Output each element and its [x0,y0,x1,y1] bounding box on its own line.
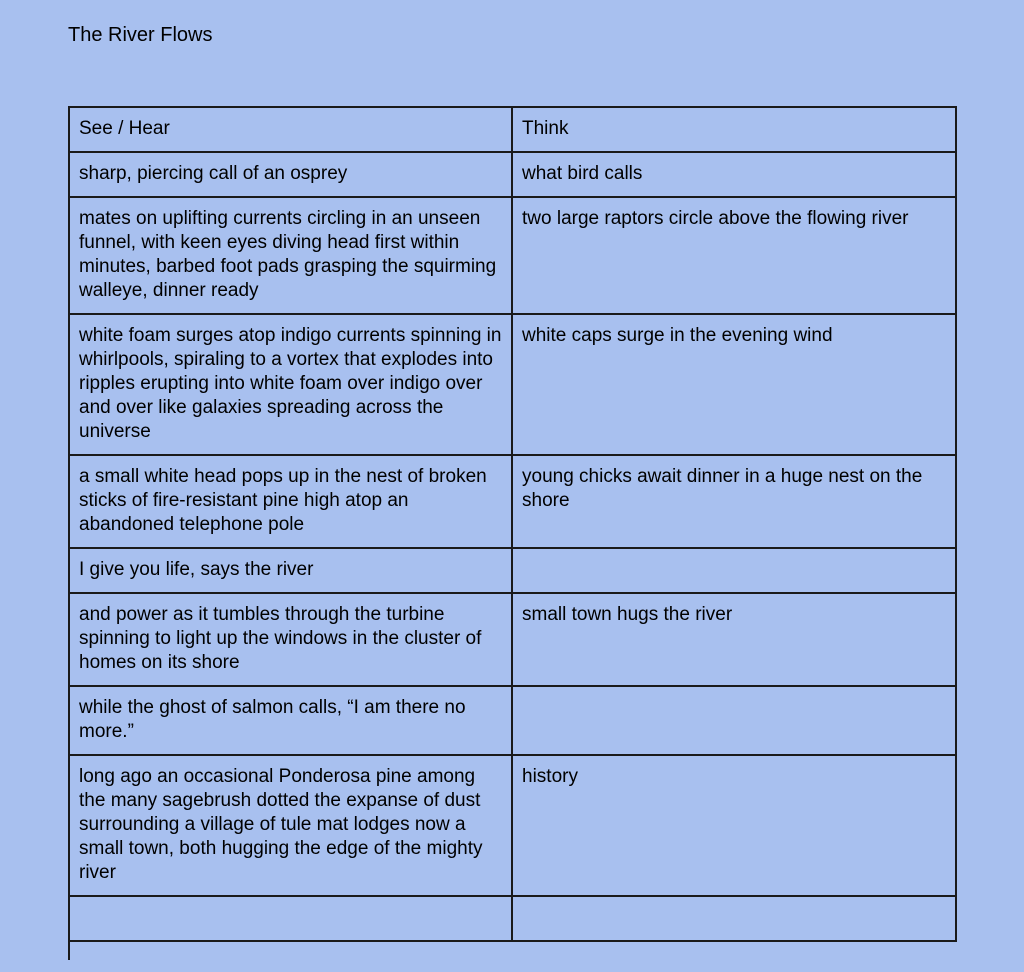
think-header[interactable]: Think [512,107,956,152]
think-cell[interactable]: history [512,755,956,896]
see-hear-cell[interactable]: sharp, piercing call of an osprey [69,152,512,197]
think-cell[interactable]: white caps surge in the evening wind [512,314,956,455]
table-row [69,593,956,686]
document-title: The River Flows [68,24,213,46]
think-cell[interactable] [512,686,956,755]
think-cell[interactable]: small town hugs the river [512,593,956,686]
think-cell[interactable]: what bird calls [512,152,956,197]
table-row [69,314,956,455]
think-cell[interactable]: young chicks await dinner in a huge nest on the shore [512,455,956,548]
see-hear-cell[interactable]: and power as it tumbles through the turbine spinning to light up the windows in the cluster of homes on its shore [69,593,512,686]
table-row [69,197,956,314]
see-hear-cell[interactable]: long ago an occasional Ponderosa pine among the many sagebrush dotted the expanse of dust surrounding a village of tule mat lodges now a small town, both hugging the edge of the mighty river [69,755,512,896]
table-header-row [69,107,956,152]
see-hear-header[interactable]: See / Hear [69,107,512,152]
text-cursor-line [68,936,70,960]
see-hear-cell[interactable]: while the ghost of salmon calls, “I am there no more.” [69,686,512,755]
table-row [69,548,956,593]
see-hear-cell[interactable]: white foam surges atop indigo currents spinning in whirlpools, spiraling to a vortex that explodes into ripples erupting into white foam over indigo over and over like galaxies spreading across the universe [69,314,512,455]
think-cell[interactable]: two large raptors circle above the flowing river [512,197,956,314]
table-row [69,896,956,941]
see-hear-cell[interactable]: mates on uplifting currents circling in an unseen funnel, with keen eyes diving head first within minutes, barbed foot pads grasping the squirming walleye, dinner ready [69,197,512,314]
see-hear-cell[interactable]: a small white head pops up in the nest of broken sticks of fire-resistant pine high atop an abandoned telephone pole [69,455,512,548]
table-row [69,755,956,896]
observation-table [68,106,957,942]
see-hear-cell[interactable] [69,896,512,941]
think-cell[interactable] [512,896,956,941]
table-row [69,152,956,197]
think-cell[interactable] [512,548,956,593]
table-row [69,686,956,755]
see-hear-cell[interactable]: I give you life, says the river [69,548,512,593]
table-row [69,455,956,548]
